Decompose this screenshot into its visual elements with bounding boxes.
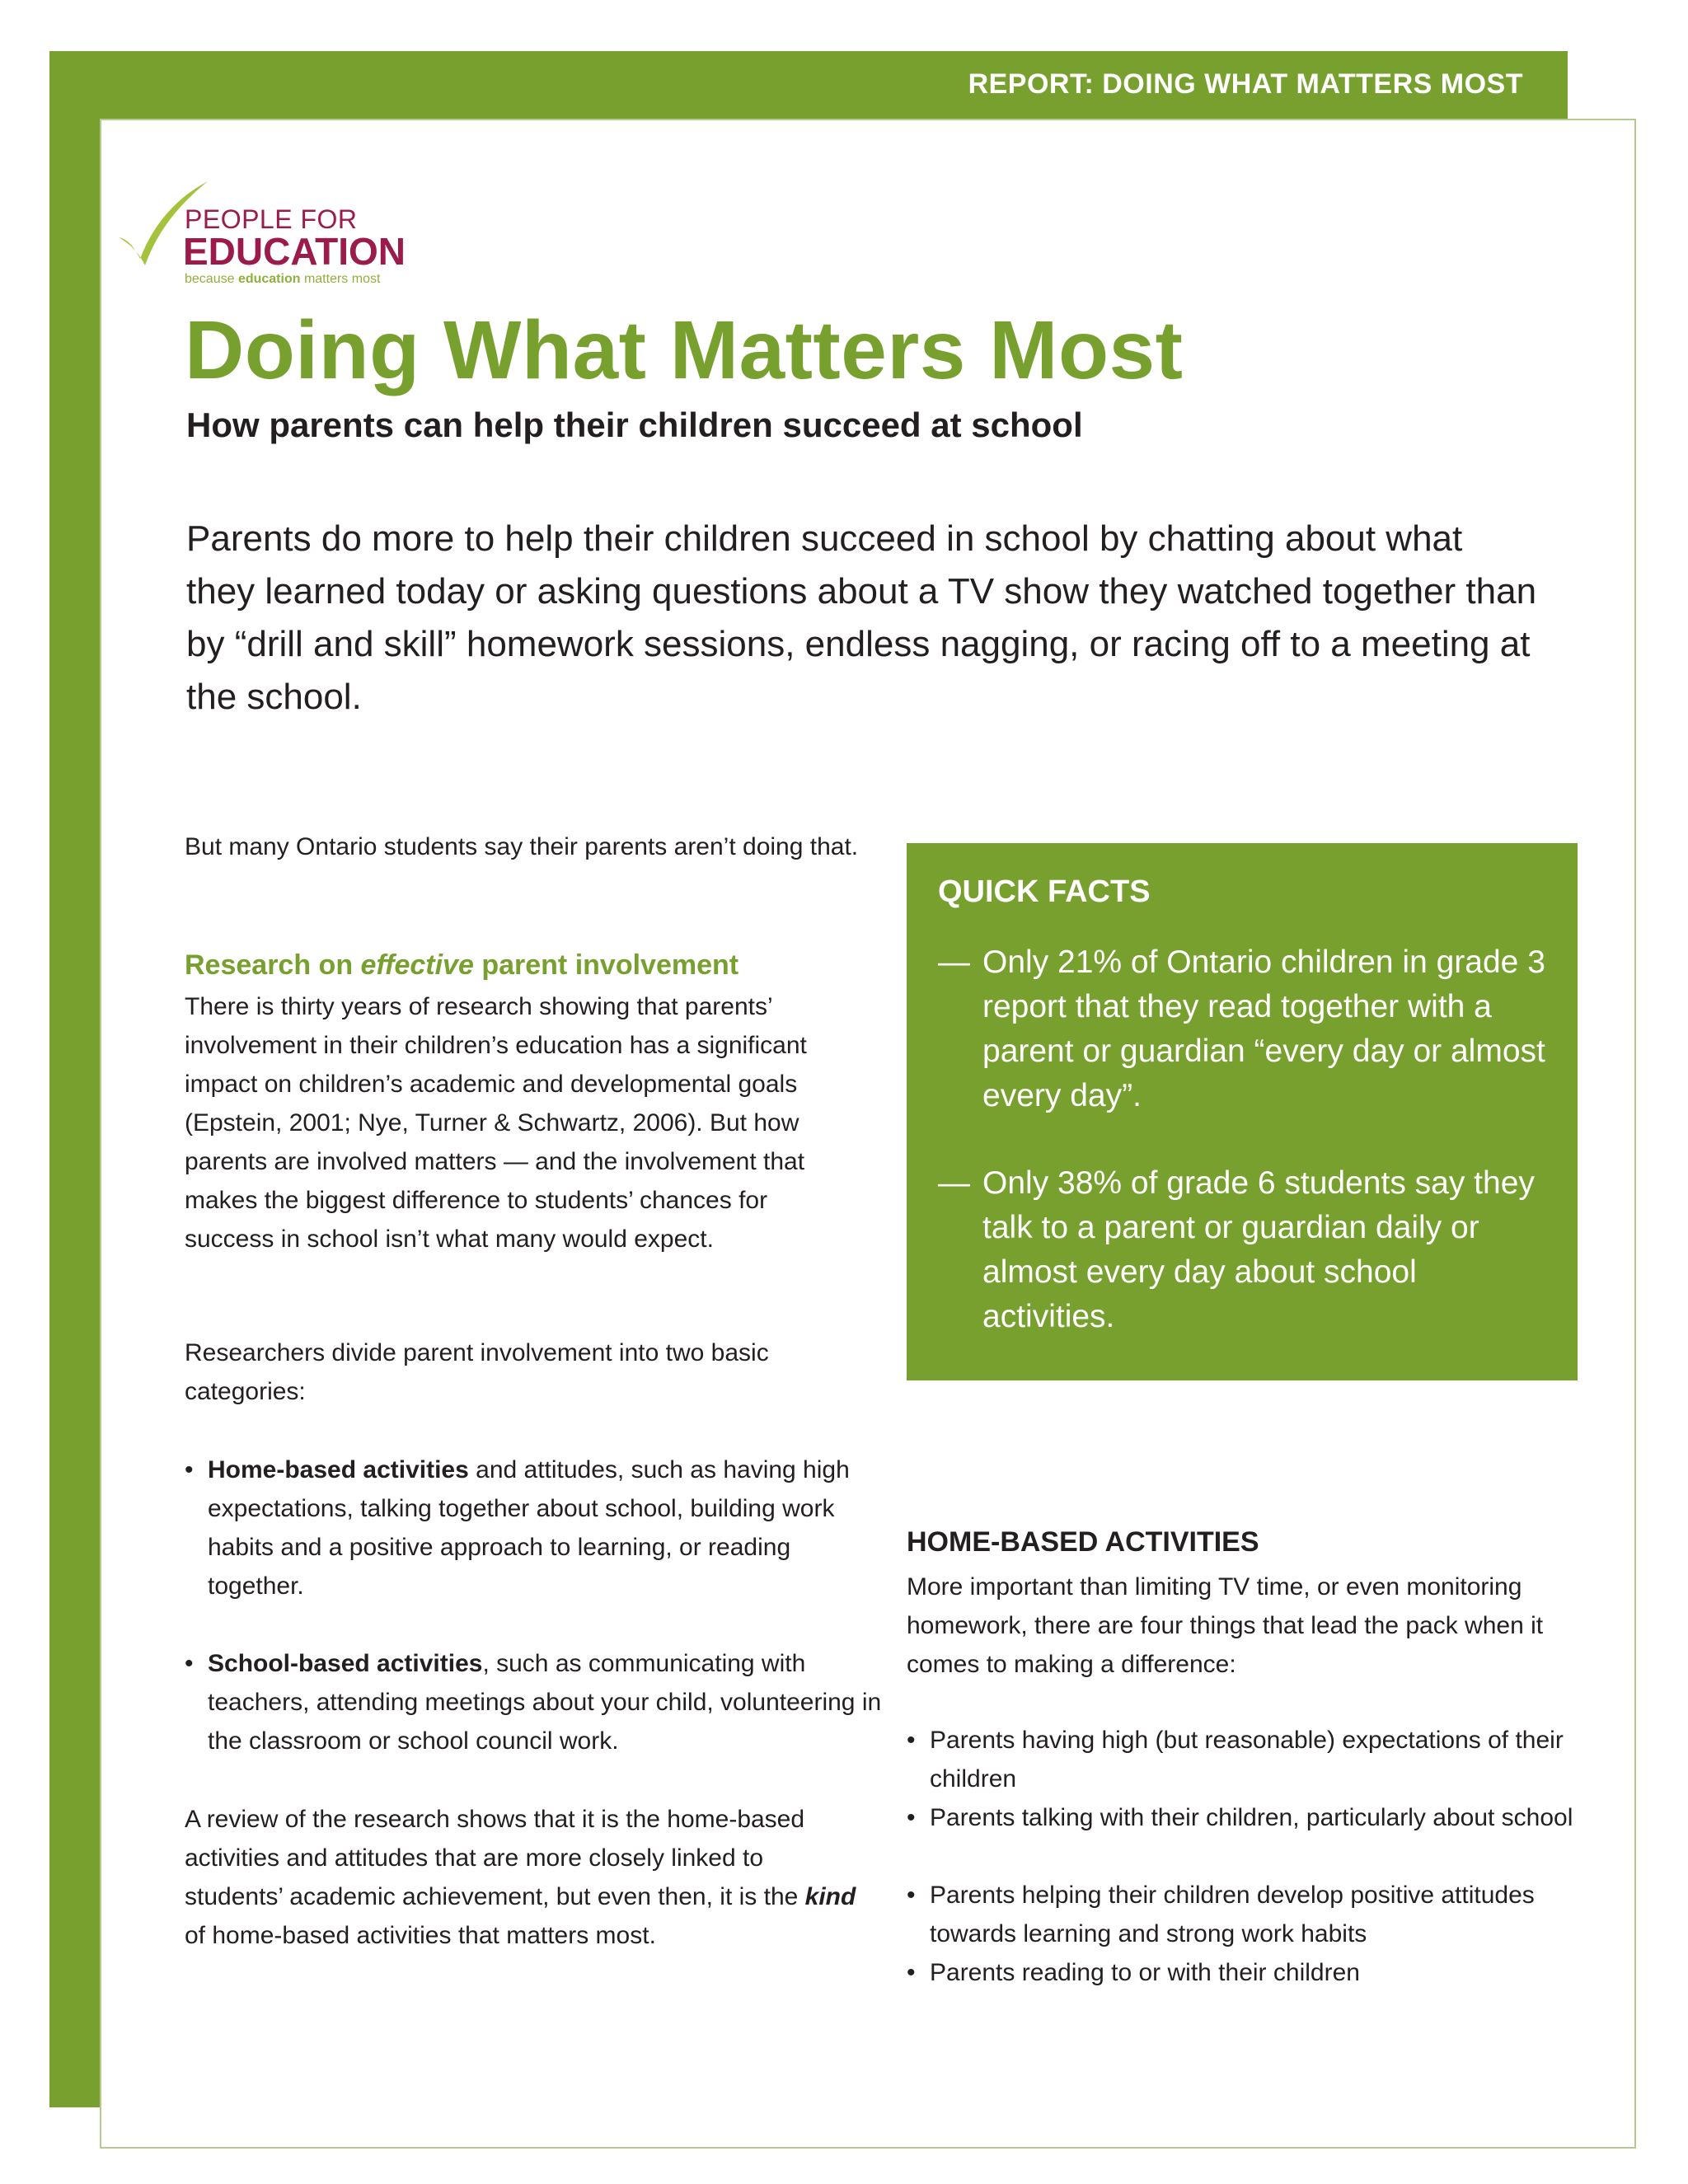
research-heading-post: parent involvement <box>473 949 739 981</box>
home-based-heading: HOME-BASED ACTIVITIES <box>907 1526 1259 1558</box>
logo-tagline <box>185 272 380 287</box>
bullet-text: and attitudes, such as having high expectations, talking together about school, building work habits and a positive approach to learning, or reading together. <box>208 1456 850 1600</box>
list-item-text: Parents helping their children develop positive attitudes towards learning and strong work habits <box>930 1882 1535 1947</box>
page-subtitle: How parents can help their children succeed at school <box>186 405 1083 444</box>
logo <box>115 180 462 295</box>
list-item-text: Parents having high (but reasonable) expectations of their children <box>930 1727 1564 1793</box>
bullet-bold: School-based activities <box>208 1650 483 1677</box>
review-pre: A review of the research shows that it is the home-based activities and attitudes that are more closely linked to students’ academic achievement, but even then, it is the <box>185 1806 805 1910</box>
logo-tagline-bold: education <box>237 272 301 286</box>
review-post: of home-based activities that matters most. <box>185 1922 656 1949</box>
bullet-icon: • <box>185 1456 194 1483</box>
review-em: kind <box>804 1883 856 1910</box>
logo-tagline-pre: because <box>185 272 238 286</box>
research-heading-pre: Research on <box>185 949 361 981</box>
review-paragraph <box>185 1800 860 1955</box>
bullet-icon: • <box>907 1959 916 1986</box>
bullet-icon: • <box>185 1650 194 1677</box>
report-label: REPORT: DOING WHAT MATTERS MOST <box>968 68 1523 100</box>
list-item-text: Parents talking with their children, particularly about school <box>930 1804 1573 1831</box>
quick-fact-text: Only 21% of Ontario children in grade 3 report that they read together with a parent or guardian “every day or almost every day”. <box>982 944 1545 1113</box>
bullet-icon: • <box>907 1804 916 1831</box>
page-title: Doing What Matters Most <box>185 304 1184 396</box>
dash-icon: — <box>938 944 970 980</box>
logo-line1: PEOPLE FOR <box>185 204 358 234</box>
bullet-icon: • <box>907 1727 916 1754</box>
research-heading-em: effective <box>360 949 474 981</box>
quick-facts-title: QUICK FACTS <box>938 874 1151 909</box>
bullet-bold: Home-based activities <box>208 1456 469 1483</box>
categories-intro: Researchers divide parent involvement into two basic categories: <box>185 1339 769 1405</box>
bullet-icon: • <box>907 1882 916 1909</box>
list-item-text: Parents reading to or with their children <box>930 1959 1360 1986</box>
research-heading <box>185 949 738 982</box>
bullet-text: , such as communicating with teachers, attending meetings about your child, volunteering in the classroom or school council work. <box>208 1650 882 1755</box>
dash-icon: — <box>938 1165 970 1201</box>
home-based-intro: More important than limiting TV time, or even monitoring homework, there are four things that lead the pack when it comes to making a difference: <box>907 1573 1544 1678</box>
side-band <box>49 51 100 2107</box>
quick-fact-text: Only 38% of grade 6 students say they talk to a parent or guardian daily or almost every day about school activities. <box>982 1165 1535 1334</box>
logo-tagline-post: matters most <box>300 272 381 286</box>
research-paragraph: There is thirty years of research showing that parents’ involvement in their children’s education has a significant impact on children’s academic and developmental goals (Epstein, 2001; Nye, Turner & Schwartz, 2006). But how parents are involved matters — and the involvement that makes the biggest difference to students’ chances for success in school isn’t what many would expect. <box>185 993 807 1253</box>
logo-line2: EDUCATION <box>183 230 406 273</box>
intro-paragraph: Parents do more to help their children succeed in school by chatting about what they learned today or asking questions about a TV show they watched together than by “drill and skill” homework sessions, endless nagging, or racing off to a meeting at the school. <box>186 518 1537 717</box>
opening-paragraph: But many Ontario students say their parents aren’t doing that. <box>185 833 859 860</box>
quick-facts-box <box>907 843 1578 1380</box>
